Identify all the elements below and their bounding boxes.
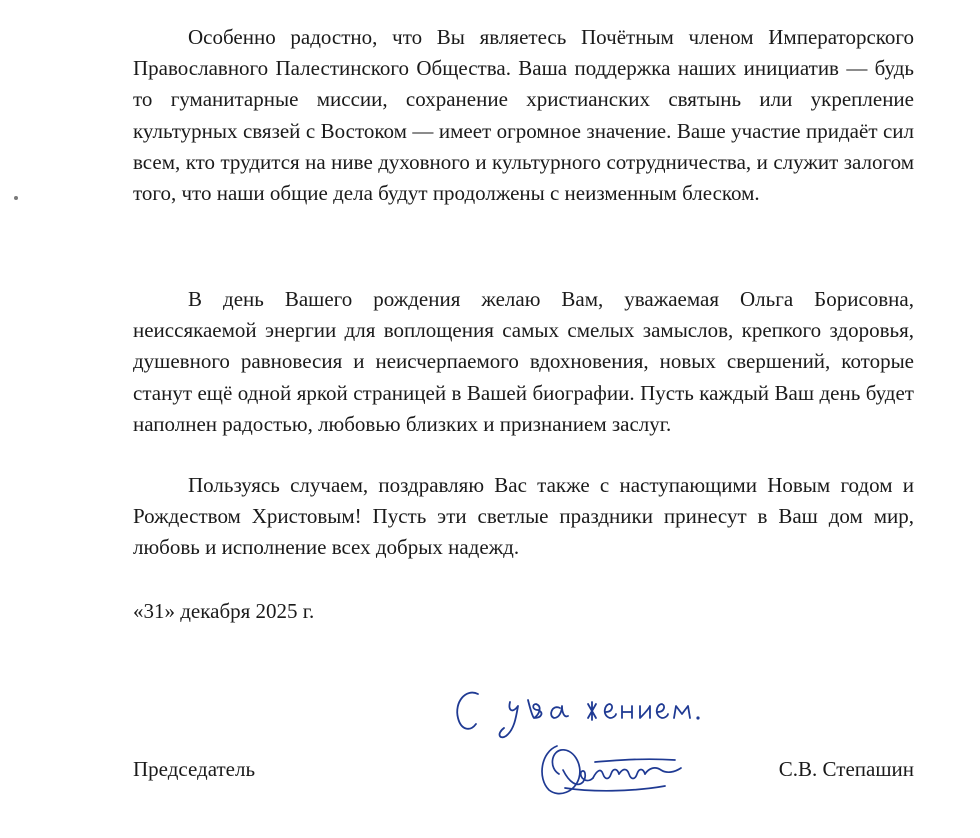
signatory-name: С.В. Степашин (778, 757, 914, 781)
scan-speck (14, 196, 18, 200)
signatory-position: Председатель (133, 757, 256, 781)
letter-date: «31» декабря 2025 г. (133, 599, 315, 623)
letter-paragraph-honorary-member: Особенно радостно, что Вы являетесь Почётным членом Императорского Православного Палестинского Общества. Ваша поддержка наших инициатив — будь то гуманитарные миссии, сохранение христианских святынь или укрепление культурных связей с Востоком — имеет огромное значение. Ваше участие придаёт сил всем, кто трудится на ниве духовного и культурного сотрудничества, и служит залогом того, что наши общие дела будут продолжены с неизменным блеском. (133, 25, 914, 206)
signature-image (535, 738, 715, 800)
handwritten-closing (448, 680, 708, 740)
letter-paragraph-birthday-wishes: В день Вашего рождения желаю Вам, уважаемая Ольга Борисовна, неиссякаемой энергии для воплощения самых смелых замыслов, крепкого здоровья, душевного равновесия и неисчерпаемого вдохновения, новых свершений, которые станут ещё одной яркой страницей в Вашей биографии. Пусть каждый Ваш день будет наполнен радостью, любовью близких и признанием заслуг. (133, 287, 914, 436)
letter-paragraph-holiday-greetings: Пользуясь случаем, поздравляю Вас также с наступающими Новым годом и Рождеством Христовым! Пусть эти светлые праздники принесут в Ваш дом мир, любовь и исполнение всех добрых надежд. (133, 473, 914, 560)
